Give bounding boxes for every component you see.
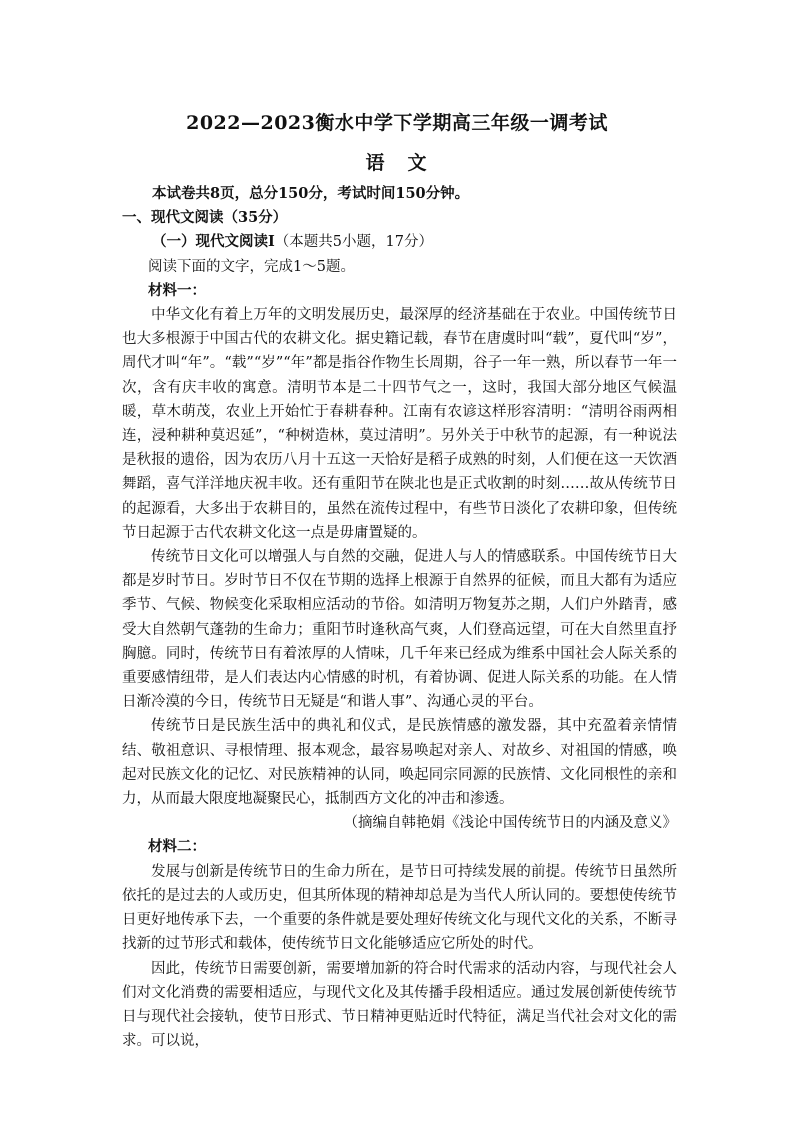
material-1-paragraph: 传统节日文化可以增强人与自然的交融，促进人与人的情感联系。中国传统节日大都是岁时节日。岁时节日不仅在节期的选择上根源于自然界的征候，而且大都有为适应季节、气候、物候变化采取相应活动的节俗。如清明万物复苏之期，人们户外踏青，感受大自然朝气蓬勃的生命力；重阳节时逢秋高气爽，人们登高远望，可在大自然里直抒胸臆。同时，传统节日有着浓厚的人情味，几千年来已经成为维系中国社会人际关系的重要感情纽带，是人们表达内心情感的时机，有着协调、促进人际关系的功能。在人情日渐冷漠的今日，传统节日无疑是“和谐人事”、沟通心灵的平台。 (122, 549, 677, 711)
material-1-label: 材料一： (148, 281, 206, 299)
material-1-paragraph: 中华文化有着上万年的文明发展历史，最深厚的经济基础在于农业。中国传统节日也大多根源于中国古代的农耕文化。据史籍记载，春节在唐虞时叫“载”，夏代叫“岁”，周代才叫“年”。“载”“岁”“年”都是指谷作物生长周期，谷子一年一熟，所以春节一年一次，含有庆丰收的寓意。清明节本是二十四节气之一，这时，我国大部分地区气候温暖，草木萌茂，农业上开始忙于春耕春种。江南有农谚这样形容清明：“清明谷雨两相连，浸种耕种莫迟延”，“种树造林，莫过清明”。另外关于中秋节的起源，有一种说法是秋报的遗俗，因为农历八月十五这一天恰好是稻子成熟的时刻，人们便在这一天饮酒舞蹈，喜气洋洋地庆祝丰收。还有重阳节在陕北也是正式收割的时刻……故从传统节日的起源看，大多出于农耕目的，虽然在流传过程中，有些节日淡化了农耕印象，但传统节日起源于古代农耕文化这一点是毋庸置疑的。 (122, 307, 677, 541)
material-2-paragraph: 发展与创新是传统节日的生命力所在，是节日可持续发展的前提。传统节日虽然所依托的是过去的人或历史，但其所体现的精神却总是为当代人所认同的。要想使传统节日更好地传承下去，一个重要的条件就是要处理好传统文化与现代文化的关系，不断寻找新的过节形式和载体，使传统节日文化能够适应它所处的时代。 (122, 863, 677, 953)
material-2-paragraph: 因此，传统节日需要创新，需要增加新的符合时代需求的活动内容，与现代社会人们对文化消费的需要相适应，与现代文化及其传播手段相适应。通过发展创新使传统节日与现代社会接轨，使节日形式、节日精神更贴近时代特征，满足当代社会对文化的需求。可以说， (122, 960, 677, 1050)
exam-content (122, 182, 677, 1053)
reading-instruction: 阅读下面的文字，完成1～5题。 (148, 258, 355, 275)
subsection-heading (122, 230, 677, 254)
material-2-label: 材料二： (148, 838, 206, 856)
material-1-source: （摘编自韩艳娟《浅论中国传统节日的内涵及意义》 (343, 815, 677, 832)
subsection-title: （一）现代文阅读Ⅰ (152, 233, 275, 251)
exam-title: 2022—2023衡水中学下学期高三年级一调考试 (186, 112, 608, 134)
subsection-note: （本题共5小题，17分） (274, 234, 433, 251)
material-1-paragraph: 传统节日是民族生活中的典礼和仪式，是民族情感的激发器，其中充盈着亲情情结、敬祖意识、寻根情理、报本观念，最容易唤起对亲人、对故乡、对祖国的情感，唤起对民族文化的记忆、对民族精神的认同，唤起同宗同源的民族情、文化同根性的亲和力，从而最大限度地凝聚民心，抵制西方文化的冲击和渗透。 (122, 718, 677, 808)
section-title: 一、现代文阅读（35分） (122, 209, 288, 227)
subject-title: 语 文 (365, 152, 429, 174)
exam-note: 本试卷共8页，总分150分，考试时间150分钟。 (152, 185, 470, 202)
